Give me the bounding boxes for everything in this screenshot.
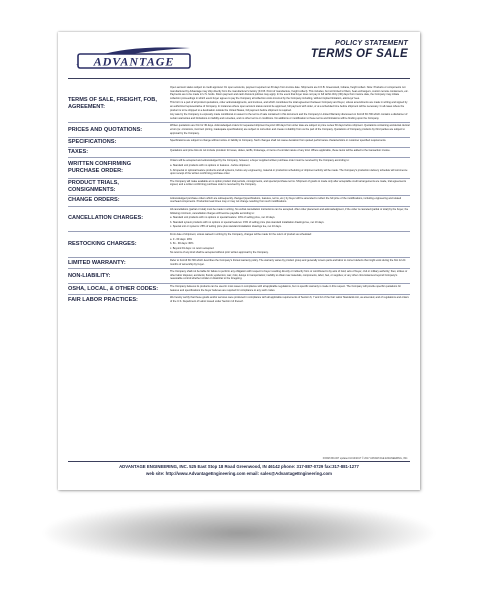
section-heading: TERMS OF SALE, FREIGHT, FOB, AGREEMENT: bbox=[68, 96, 157, 110]
section-heading: WRITTEN CONFIRMING PURCHASE ORDER: bbox=[68, 161, 132, 174]
policy-label: POLICY STATEMENT bbox=[335, 40, 408, 47]
document-header bbox=[311, 40, 408, 60]
section-paragraph: Orders will be accepted and acknowledged by the Company, however, a buyer supplied written purchase order must be received by the Company according to: bbox=[170, 159, 350, 163]
company-address: ADVANTAGE ENGINEERING, INC. 525 East Stop 18 Road Greenwood, IN 46142 phone: 317-887-0729 fax:317-881-1277 bbox=[119, 464, 359, 469]
logo-text: ADVANTAGE bbox=[93, 54, 175, 69]
terms-section-row bbox=[68, 123, 410, 138]
section-paragraph: a. 0 - 60 days: 20% bbox=[170, 237, 192, 241]
section-body bbox=[166, 85, 410, 122]
terms-section-row bbox=[68, 85, 410, 123]
form-meta: FORM #30-007 updated 10/10/2017 © 2017 ADVANTAGE ENGINEERING, INC. bbox=[322, 457, 408, 460]
document-title: TERMS OF SALE bbox=[310, 48, 408, 60]
section-body bbox=[166, 207, 410, 231]
section-body bbox=[166, 295, 410, 305]
section-paragraph: The Company shall not be liable for failure to perform any obligation with respect to buyer resulting directly or indirectly from or contributed to by acts of God; acts of buyer, civil or military authority; fires; strikes or other labor disputes; accidents; floods; epidemics; war; riots; delays in transportation; inability to obtain raw materials, components, labor, fuel, or supplies; or any other circumstances beyond Company's reasonable control whether similar or dissimilar to the foregoing. bbox=[170, 270, 408, 281]
section-heading: NON-LIABILITY: bbox=[68, 272, 111, 279]
terms-section-row bbox=[68, 284, 410, 295]
footer-rule bbox=[68, 461, 410, 462]
section-paragraph: b. All special or optional feature products and all systems, before any engineering, material or production scheduling or shipment activity will be made. The Company's production delivery schedule will commence upon receipt of the written confirming purchase order. bbox=[170, 168, 408, 176]
company-web-contact: web site: http://www.AdvantageEngineering.com email: sales@AdvantageEngineering.com bbox=[146, 471, 332, 476]
section-paragraph: c. Beyond 91 days: no return accepted bbox=[170, 246, 214, 250]
section-body bbox=[166, 258, 410, 268]
section-paragraph: Acknowledged purchase orders which are subsequently changed (specifications, features, terms, etc.) by buyer will be amended to reflect the full price of the modifications, including engineering and related overhead components. Production lead times may or may not change resulting from such modifications. bbox=[170, 196, 402, 204]
terms-section-row bbox=[68, 207, 410, 232]
header-rule bbox=[68, 78, 410, 79]
terms-section-row bbox=[68, 232, 410, 258]
terms-section-row bbox=[68, 179, 410, 196]
section-paragraph: c. Special unit or systems: 25% of selling price plus standard installation drawings fee, net 10 days. bbox=[170, 225, 282, 229]
section-body bbox=[166, 284, 410, 294]
section-heading: SPECIFICATIONS: bbox=[68, 139, 117, 146]
terms-section-row bbox=[68, 196, 410, 207]
section-paragraph: Open account status subject to credit approval. On open accounts, payment required net 30 days from invoice date. Shipments are F.O.B. Greenwood, Indiana, freight collect. Note: Products or components not manufactured by Advantage may ship directly from the manufacturer's factory (F.O.B. Point of manufacture, freight collect). This includes, but not limited to filters, heat exchangers, custom remote condensers, etc. Payments are to be made in U.S. funds. Down payment and cash discount policies may apply. In the event that buyer does not pay in full within thirty (30) days from invoice date, the Company may initiate collection proceedings in which event buyer agrees to pay the Company all collection costs incurred by the Company including, without implied limitation, attorneys' fees. bbox=[170, 86, 409, 100]
terms-of-sale-document bbox=[58, 32, 420, 490]
terms-section-row bbox=[68, 258, 410, 269]
section-heading: CANCELLATION CHARGES: bbox=[68, 215, 144, 222]
section-paragraph: Written quotations are firm for 30 days. Acknowledged orders for requested shipment beyond 100 days from order date are subject to price review 30 days before shipment. Quotations containing accidental clerical errors (ie: omissions, incorrect pricing, inadequate specifications) are subject to correction and create no liability from us the part of the Company. Quotations of Company products by third parties are subject to approval by the Company. bbox=[170, 124, 410, 135]
terms-section-row bbox=[68, 295, 410, 305]
section-body bbox=[166, 232, 410, 257]
section-paragraph: Specifications are subject to change without notice or liability to Company. Such changes shall not cause deviation from quoted performance characteristics or customer specified requirements. bbox=[170, 139, 387, 143]
section-body bbox=[166, 123, 410, 137]
terms-section-row bbox=[68, 158, 410, 178]
section-paragraph: a. Standard unit products with no options or special feature: 10% of selling price, net 10 days. bbox=[170, 216, 276, 220]
section-paragraph: No returns of any kind shall be accepted without prior written approval by the Company. bbox=[170, 251, 269, 255]
section-heading: OSHA, LOCAL, & OTHER CODES: bbox=[68, 285, 159, 292]
section-paragraph: Quotations and price lists do not include provision for taxes, duties, tariffs, brokerage, or items of a similar nature of any kind. Where applicable, these items will be added to the transaction invoice. bbox=[170, 149, 391, 153]
terms-section-row bbox=[68, 148, 410, 158]
section-paragraph: We hereby certify that these goods and/or services were produced in compliance with all applicable requirements of Section 6, 7 and 12 of the Fair Labor Standards Act, as amended, and of regulations and orders of the U.S. Department of Labor issued under Section 14 thereof. bbox=[170, 296, 409, 303]
section-heading: PRODUCT TRIALS, CONSIGNMENTS: bbox=[68, 179, 119, 193]
section-body bbox=[166, 148, 410, 157]
terms-section-row bbox=[68, 138, 410, 148]
section-body bbox=[166, 179, 410, 195]
section-heading: RESTOCKING CHARGES: bbox=[68, 240, 137, 247]
section-heading: FAIR LABOR PRACTICES: bbox=[68, 296, 138, 303]
terms-section-row bbox=[68, 269, 410, 284]
section-paragraph: This form is a part of all product quotations, order acknowledgments, and invoices, and which constitutes the total agreement between Company and buyer, unless amendments are made in writing and signed by an authorized representative of Company. In instances where open account status cannot be approved, full payment with order, or at a scheduled time before shipment will be necessary. In all cases where the product is to be shipped to a destination outside the United States, full payment before shipment is required. bbox=[170, 101, 408, 112]
advantage-logo bbox=[72, 42, 194, 72]
section-body bbox=[166, 158, 410, 177]
section-heading: PRICES AND QUOTATIONS: bbox=[68, 126, 143, 133]
section-body bbox=[166, 196, 410, 206]
section-paragraph: Refer to Form# 30-700 which describes the Company's limited warranty policy. The warranty varies by product group and generally covers parts and labor to correct defects that might exist during the first 12-24 months of ownership by buyer. bbox=[170, 259, 406, 266]
section-body bbox=[166, 138, 410, 147]
section-paragraph: b. Standard system products with no options or special features: 15% of selling price plus standard installation drawings fee, net 10 days. bbox=[170, 220, 325, 224]
section-heading: CHANGE ORDERS: bbox=[68, 197, 120, 204]
terms-table bbox=[68, 85, 410, 305]
section-heading: LIMITED WARRANTY: bbox=[68, 259, 126, 266]
section-paragraph: a. Standard unit products with no options or features - before shipment. bbox=[170, 163, 251, 167]
section-body bbox=[166, 269, 410, 283]
section-paragraph: From date of shipment, unless waived in writing by the Company, charges will be made for the return of product as scheduled: bbox=[170, 232, 312, 236]
section-paragraph: The Company will make available at no option product trial periods, consignments, and special purchase terms. Shipment of goods to made only after acceptable credit arrangements are made, trial agreements signed, and a written confirming purchase order is received by the Company. bbox=[170, 179, 406, 187]
page-shadow bbox=[44, 502, 434, 564]
section-paragraph: The Company believes its products can be used in most cases in compliance with all applicable regulations, but no specific warranty is made in this respect. The Company will provide specific quotations for features and specifications the buyer believes are required for compliance to any such codes. bbox=[170, 285, 401, 292]
section-paragraph: Any sale by the Company is expressly made conditional on assent to the terms of sale contained in this document and the Company's Limited Warranty discussed on Form# 30-700 which contains a disclaimer of certain warranties and limitations on liability and remedies, and no other terms or conditions. No additions or modification to these terms and limitations will be binding upon the Company. bbox=[170, 113, 408, 120]
section-paragraph: All cancellations (partial or total) must be made in writing. No verbal cancellation instructions can be accepted. After order placement and acknowledgment, if the order is canceled (partial or total) by the buyer, the following minimum, cancellation charges will become payable according to: bbox=[170, 207, 409, 215]
section-paragraph: b. 61 - 90 days: 30% bbox=[170, 242, 194, 246]
section-heading: TAXES: bbox=[68, 149, 89, 156]
